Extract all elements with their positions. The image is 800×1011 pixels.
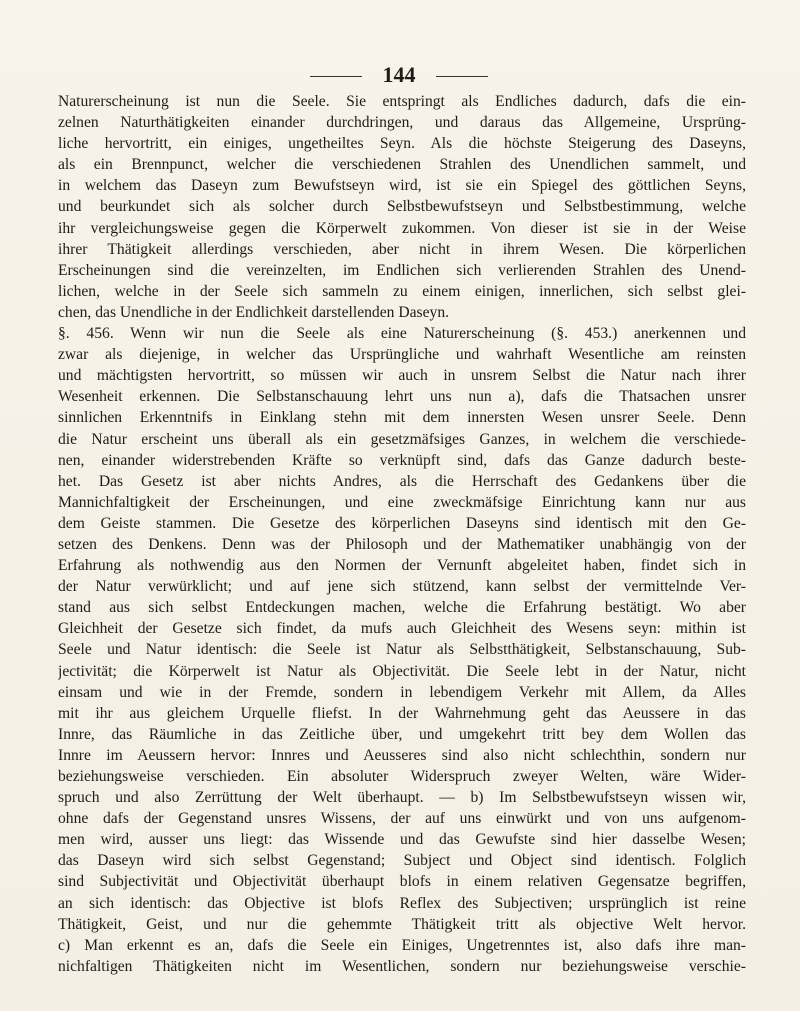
text-line: beziehungsweise verschieden. Ein absoluter Widerspruch zweyer Welten, wäre Wider- — [58, 768, 746, 785]
text-line: in welchem das Daseyn zum Bewufstseyn wird, ist sie ein Spiegel des göttlichen Seyns, — [58, 177, 746, 195]
text-line: sind Subjectivität und Objectivität überhaupt blofs in einem relativen Gegensatze begriffen, — [58, 873, 746, 891]
text-line: das Daseyn wird sich selbst Gegenstand; Subject und Object sind identisch. Folglich — [58, 852, 746, 870]
text-line: nichfaltigen Thätigkeiten nicht im Wesentlichen, sondern nur beziehungsweise verschie- — [58, 957, 746, 975]
text-line: ihr vergleichungsweise gegen die Körperwelt zukommen. Von dieser ist sie in der Weise — [58, 219, 746, 237]
text-line: Erscheinungen sind die vereinzelten, im Endlichen sich verlierenden Strahlen des Unend- — [58, 261, 746, 279]
header-rule-left — [310, 76, 362, 77]
text-line: und mächtigsten hervortritt, so müssen wir auch in unsrem Selbst die Natur nach ihrer — [58, 367, 746, 385]
text-line: mit ihr aus gleichem Urquelle fliefst. In der Wahrnehmung geht das Aeussere in das — [58, 704, 746, 722]
text-line: Gleichheit der Gesetze sich findet, da mufs auch Gleichheit des Wesens seyn: mithin ist — [58, 620, 746, 638]
text-line: §. 456. Wenn wir nun die Seele als eine Naturerscheinung (§. 453.) anerkennen und — [58, 325, 746, 343]
text-line: als ein Brennpunct, welcher die verschiedenen Strahlen des Unendlichen sammelt, und — [58, 156, 746, 174]
text-line: Innre im Aeussern hervor: Innres und Aeusseres sind also nicht schlechthin, sondern nur — [58, 746, 746, 764]
text-line: jectivität; die Körperwelt ist Natur als Objectivität. Die Seele lebt in der Natur, nicht — [58, 662, 746, 680]
text-line: chen, das Unendliche in der Endlichkeit darstellenden Daseyn. — [58, 303, 450, 321]
text-line: sinnlichen Erkenntnifs in Einklang stehn mit dem innersten Wesen unsrer Seele. Denn — [58, 409, 746, 427]
text-line: zwar als diejenige, in welcher das Ursprüngliche und wahrhaft Wesentliche am reinsten — [58, 346, 746, 364]
text-line: ihrer Thätigkeit allerdings verschieden, aber nicht in ihrem Wesen. Die körperlichen — [58, 240, 746, 258]
page-header — [0, 62, 800, 92]
text-line: der Natur verwürklicht; und auf jene sich stützend, kann selbst der vermittelnde Ver- — [58, 578, 746, 596]
text-line: spruch und also Zerrüttung der Welt überhaupt. — b) Im Selbstbewufstseyn wissen wir, — [58, 789, 746, 807]
text-line: und beurkundet sich als solcher durch Selbstbewufstseyn und Selbstbestimmung, welche — [58, 198, 746, 216]
text-line: Thätigkeit, Geist, und nur die gehemmte Thätigkeit tritt als objective Welt hervor. — [58, 915, 746, 933]
page-number: 144 — [382, 62, 416, 87]
text-line: dem Geiste stammen. Die Gesetze des körperlichen Daseyns sind identisch mit den Ge- — [58, 514, 746, 532]
text-line: het. Das Gesetz ist aber nichts Andres, als die Herrschaft des Gedankens über die — [58, 472, 746, 490]
text-line: einsam und wie in der Fremde, sondern in lebendigem Verkehr mit Allem, da Alles — [58, 683, 746, 701]
text-line: Mannichfaltigkeit der Erscheinungen, und eine zweckmäfsige Einrichtung kann nur aus — [58, 493, 746, 511]
text-line: an sich identisch: das Objective ist blofs Reflex des Subjectiven; ursprünglich ist reine — [58, 894, 746, 912]
text-line: Innre, das Räumliche in das Zeitliche über, und umgekehrt tritt bey dem Wollen das — [58, 725, 746, 743]
text-line: Seele und Natur identisch: die Seele ist Natur als Selbstthätigkeit, Selbstanschauung, Sub- — [58, 641, 746, 659]
text-line: lichen, welche in der Seele sich sammeln zu einem einigen, innerlichen, sich selbst glei- — [58, 282, 746, 300]
text-line: ohne dafs der Gegenstand unsres Wissens, der auf uns einwürkt und von uns aufgenom- — [58, 810, 746, 828]
text-line: men wird, ausser uns liegt: das Wissende und das Gewufste sind hier dasselbe Wesen; — [58, 831, 746, 849]
text-line: zelnen Naturthätigkeiten einander durchdringen, und daraus das Allgemeine, Ursprüng- — [58, 114, 746, 132]
text-line: c) Man erkennt es an, dafs die Seele ein Einiges, Ungetrenntes ist, also dafs ihre man- — [58, 936, 746, 954]
body-text — [58, 91, 746, 977]
text-line: die Natur erscheint uns überall als ein gesetzmäfsiges Ganzes, in welchem die verschiede- — [58, 430, 746, 448]
text-line: stand aus sich selbst Entdeckungen machen, welche die Erfahrung bestätigt. Wo aber — [58, 599, 746, 617]
text-line: liche hervortritt, ein einiges, ungetheiltes Seyn. Als die höchste Steigerung des Daseyns, — [58, 135, 746, 153]
text-line: Naturerscheinung ist nun die Seele. Sie entspringt als Endliches dadurch, dafs die ein- — [58, 93, 746, 110]
header-rule-right — [436, 76, 488, 77]
text-line: nen, einander widerstrebenden Kräfte so verknüpft sind, dafs das Ganze dadurch beste- — [58, 451, 746, 469]
text-line: setzen des Denkens. Denn was der Philosoph und der Mathematiker unabhängig von der — [58, 535, 746, 553]
text-line: Erfahrung als nothwendig aus den Normen der Vernunft abgeleitet haben, findet sich in — [58, 557, 746, 575]
text-line: Wesenheit erkennen. Die Selbstanschauung lehrt uns nun a), dafs die Thatsachen unsrer — [58, 388, 746, 406]
